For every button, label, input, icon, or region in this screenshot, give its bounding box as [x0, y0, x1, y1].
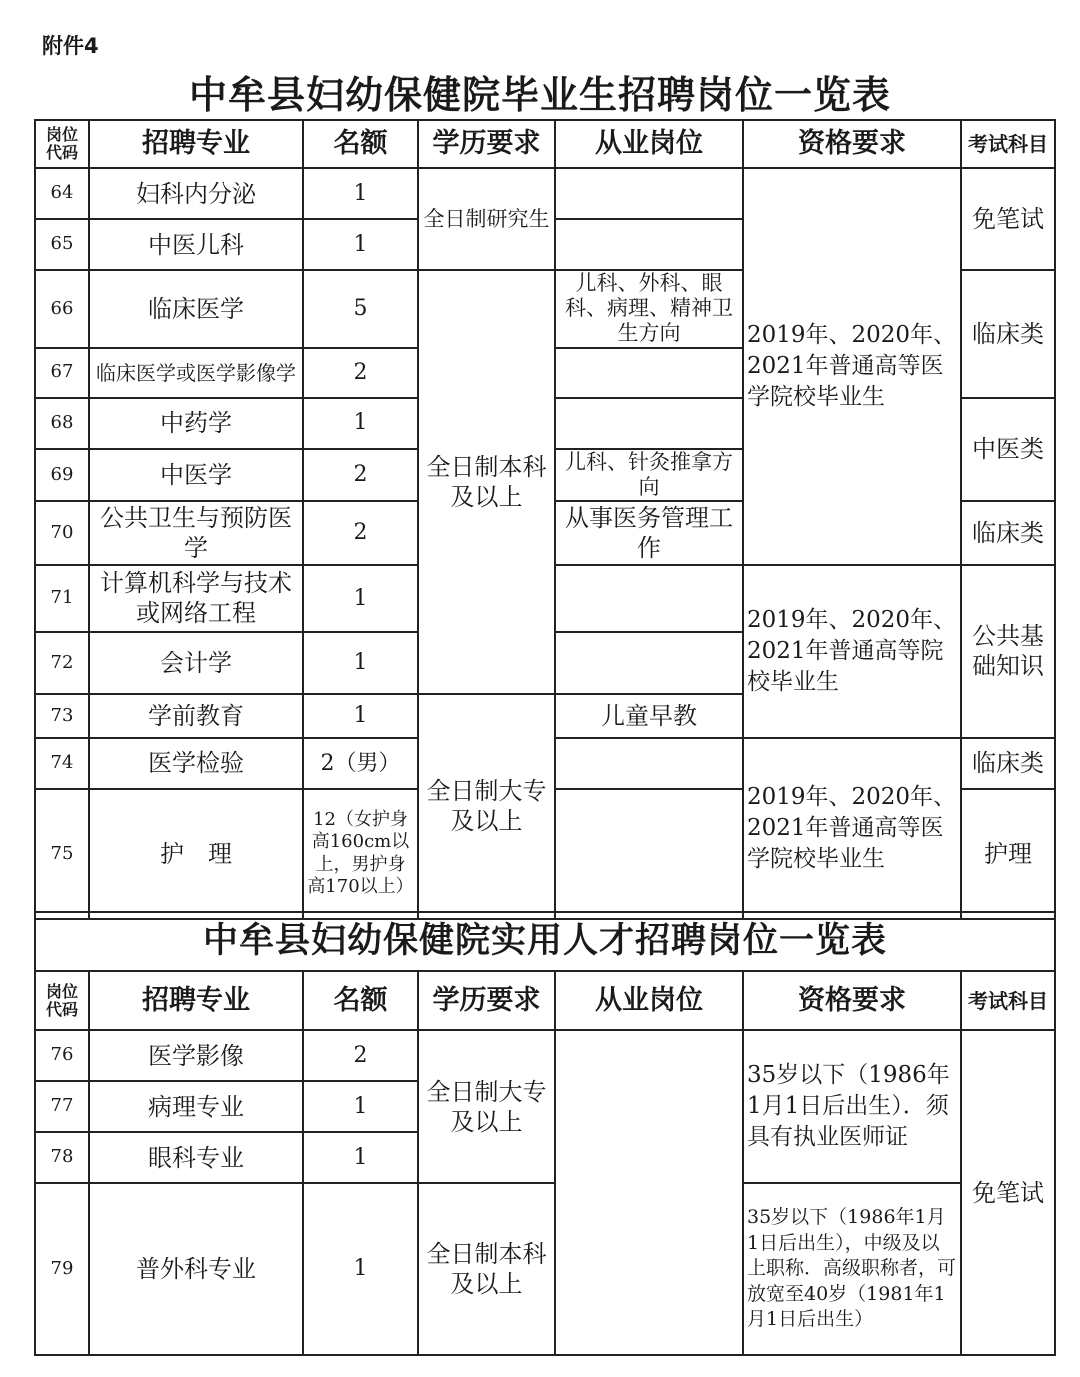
header-exam: 考试科目: [961, 971, 1055, 1030]
header-quota: 名额: [303, 120, 418, 168]
page-title: 中牟县妇幼保健院毕业生招聘岗位一览表: [188, 73, 891, 117]
row-major: 医学影像: [89, 1030, 303, 1081]
exam-clinical: 临床类: [961, 270, 1055, 398]
graduate-positions-table: [34, 119, 1056, 920]
table-header-row: [35, 971, 1055, 1030]
row-major: 中医学: [89, 449, 303, 501]
qual-physician-cert: 35岁以下（1986年1月1日后出生）．须具有执业医师证: [743, 1030, 961, 1183]
header-position: 从业岗位: [555, 120, 743, 168]
position-empty: [555, 565, 743, 632]
row-code: 79: [35, 1183, 89, 1355]
header-exam: 考试科目: [961, 120, 1055, 168]
exam-public-basics: 公共基础知识: [961, 565, 1055, 738]
attachment-label: 附件4: [42, 34, 99, 58]
row-code: 77: [35, 1081, 89, 1132]
position-clinical-directions: 儿科、外科、眼科、病理、精神卫生方向: [555, 270, 743, 348]
header-major: 招聘专业: [89, 120, 303, 168]
row-major: 中医儿科: [89, 219, 303, 270]
row-code: 68: [35, 398, 89, 449]
row-quota: 1: [303, 1081, 418, 1132]
row-major: 中药学: [89, 398, 303, 449]
row-quota: 2（男）: [303, 738, 418, 789]
exam-no-written: 免笔试: [961, 168, 1055, 270]
row-major: 会计学: [89, 632, 303, 694]
row-quota: 1: [303, 1132, 418, 1183]
position-empty: [555, 738, 743, 789]
header-position: 从业岗位: [555, 971, 743, 1030]
row-code: 65: [35, 219, 89, 270]
qual-senior-title: 35岁以下（1986年1月1日后出生），中级及以上职称．高级职称者，可放宽至40岁（1981年1月1日后出生）: [743, 1183, 961, 1355]
position-empty: [555, 398, 743, 449]
row-quota: 2: [303, 1030, 418, 1081]
row-code: 75: [35, 789, 89, 919]
edu-postgrad: 全日制研究生: [418, 168, 555, 270]
header-qual: 资格要求: [743, 120, 961, 168]
row-quota: 1: [303, 398, 418, 449]
row-code: 64: [35, 168, 89, 219]
qual-general-grad: 2019年、2020年、2021年普通高等院校毕业生: [743, 565, 961, 738]
position-early-education: 儿童早教: [555, 694, 743, 738]
row-major: 临床医学: [89, 270, 303, 348]
row-major: 计算机科学与技术或网络工程: [89, 565, 303, 632]
position-empty: [555, 168, 743, 219]
row-major: 公共卫生与预防医学: [89, 501, 303, 565]
row-quota: 1: [303, 632, 418, 694]
table-row: [35, 1030, 1055, 1081]
row-quota: 1: [303, 219, 418, 270]
row-code: 76: [35, 1030, 89, 1081]
row-code: 73: [35, 694, 89, 738]
header-quota: 名额: [303, 971, 418, 1030]
row-major: 眼科专业: [89, 1132, 303, 1183]
row-quota: 2: [303, 348, 418, 398]
edu-bachelor: 全日制本科及以上: [418, 270, 555, 694]
row-code: 72: [35, 632, 89, 694]
position-empty: [555, 632, 743, 694]
row-major: 临床医学或医学影像学: [89, 348, 303, 398]
position-empty: [555, 1030, 743, 1355]
row-quota: 12（女护身高160cm以上，男护身高170以上）: [303, 789, 418, 919]
exam-clinical: 临床类: [961, 738, 1055, 789]
row-major: 普外科专业: [89, 1183, 303, 1355]
position-empty: [555, 789, 743, 919]
edu-college: 全日制大专及以上: [418, 694, 555, 919]
table-header-row: [35, 120, 1055, 168]
header-edu: 学历要求: [418, 120, 555, 168]
row-code: 69: [35, 449, 89, 501]
exam-no-written: 免笔试: [961, 1030, 1055, 1355]
edu-bachelor: 全日制本科及以上: [418, 1183, 555, 1355]
row-code: 67: [35, 348, 89, 398]
row-code: 74: [35, 738, 89, 789]
practical-talent-table: [34, 911, 1056, 1356]
header-edu: 学历要求: [418, 971, 555, 1030]
row-major: 医学检验: [89, 738, 303, 789]
position-pediatrics-acupuncture: 儿科、针灸推拿方向: [555, 449, 743, 501]
row-code: 66: [35, 270, 89, 348]
table-row: [35, 1183, 1055, 1355]
header-major: 招聘专业: [89, 971, 303, 1030]
exam-clinical: 临床类: [961, 501, 1055, 565]
section-title-row: [35, 912, 1055, 971]
row-quota: 1: [303, 168, 418, 219]
exam-tcm: 中医类: [961, 398, 1055, 501]
position-empty: [555, 348, 743, 398]
row-quota: 5: [303, 270, 418, 348]
header-code: 岗位代码: [35, 971, 89, 1030]
section-title: 中牟县妇幼保健院实用人才招聘岗位一览表: [35, 912, 1055, 971]
table-row: [35, 168, 1055, 219]
row-code: 71: [35, 565, 89, 632]
row-code: 70: [35, 501, 89, 565]
header-code: 岗位代码: [35, 120, 89, 168]
row-quota: 1: [303, 694, 418, 738]
row-code: 78: [35, 1132, 89, 1183]
header-qual: 资格要求: [743, 971, 961, 1030]
position-empty: [555, 219, 743, 270]
qual-medical-grad: 2019年、2020年、2021年普通高等医学院校毕业生: [743, 738, 961, 919]
qual-medical-grad: 2019年、2020年、2021年普通高等医学院校毕业生: [743, 168, 961, 565]
row-quota: 1: [303, 565, 418, 632]
row-major: 护 理: [89, 789, 303, 919]
row-quota: 1: [303, 1183, 418, 1355]
exam-nursing: 护理: [961, 789, 1055, 919]
row-quota: 2: [303, 449, 418, 501]
position-medical-management: 从事医务管理工作: [555, 501, 743, 565]
row-major: 学前教育: [89, 694, 303, 738]
edu-college: 全日制大专及以上: [418, 1030, 555, 1183]
row-major: 病理专业: [89, 1081, 303, 1132]
row-quota: 2: [303, 501, 418, 565]
row-major: 妇科内分泌: [89, 168, 303, 219]
